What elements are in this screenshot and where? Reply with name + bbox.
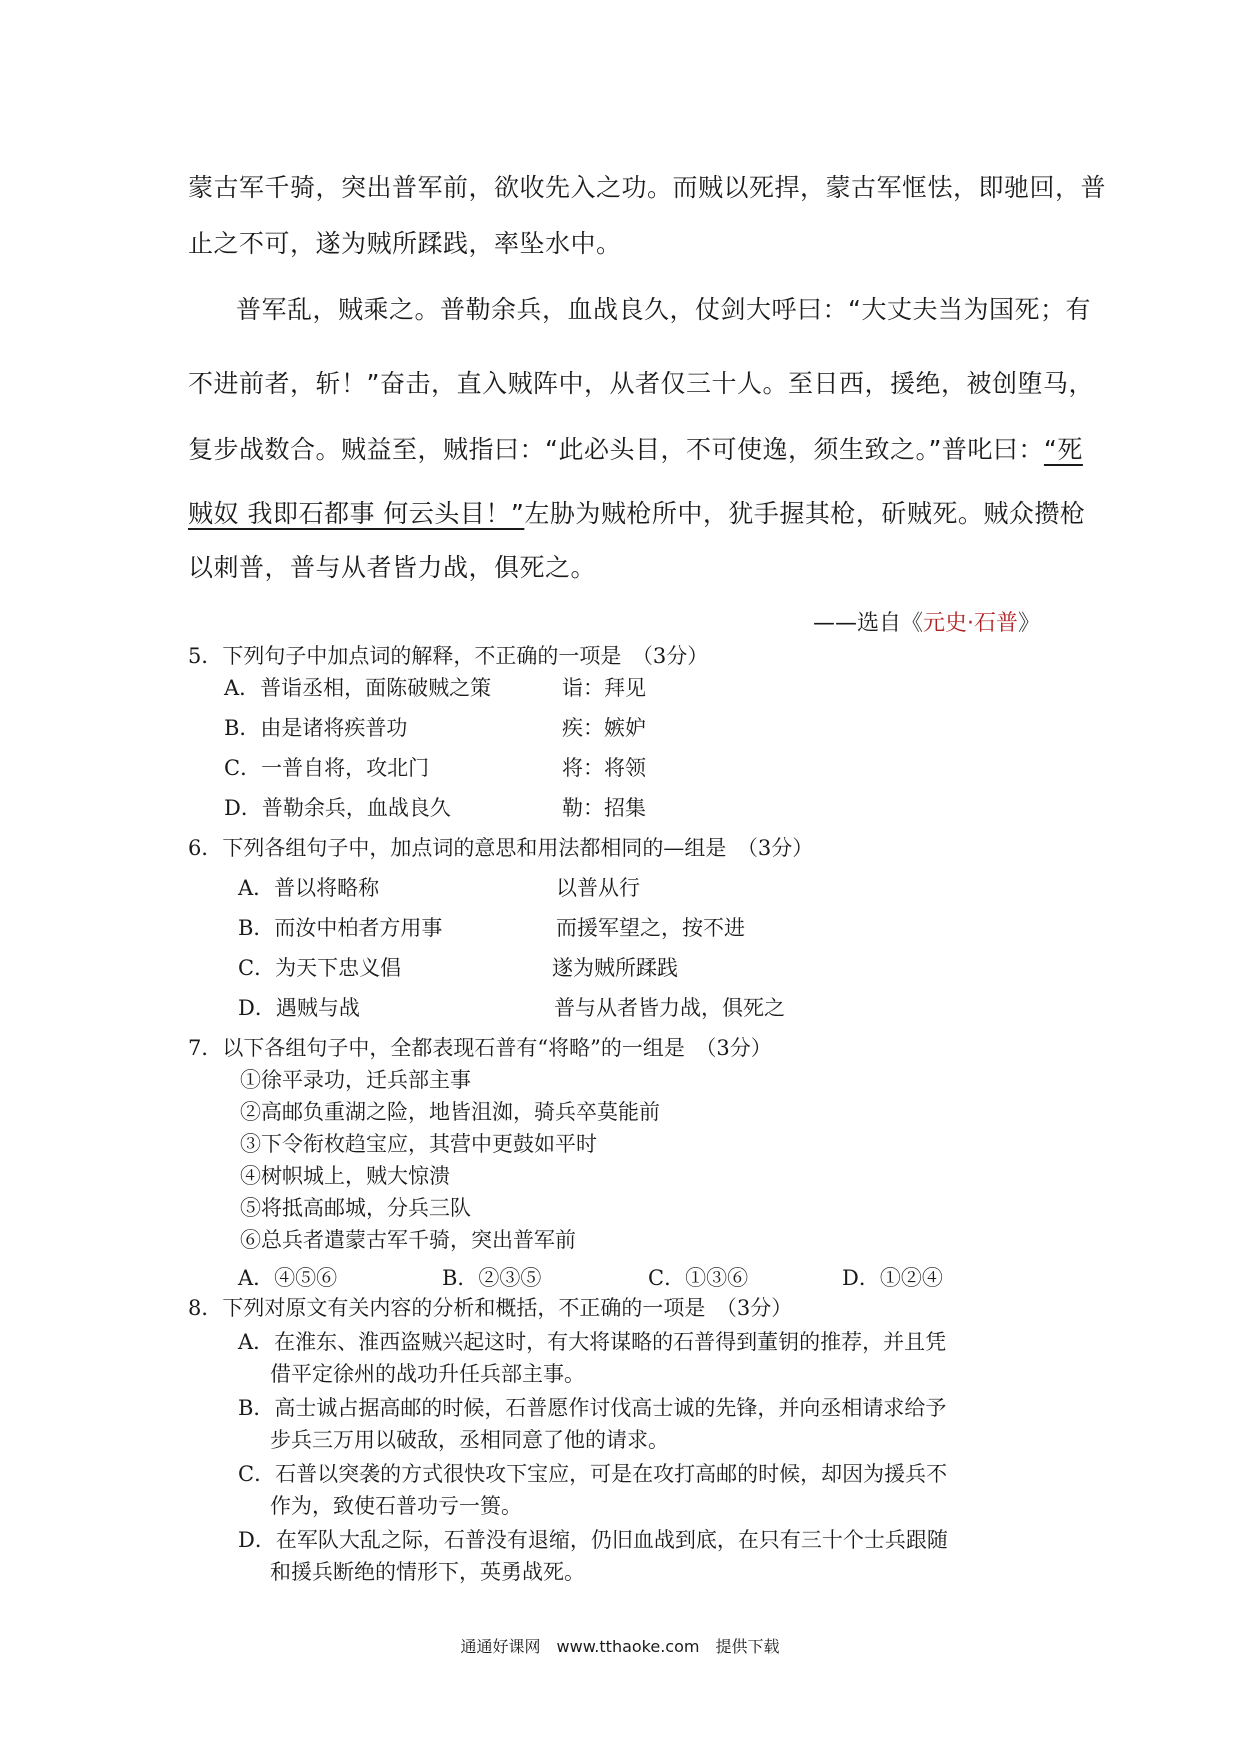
q7-answer-b: B．②③⑤ (442, 1266, 542, 1290)
q5-option-c: C．一普自将，攻北门 (224, 756, 430, 780)
q7-item-2: ②高邮负重湖之险，地皆沮洳，骑兵卒莫能前 (240, 1100, 660, 1124)
question-5-stem: 5．下列句子中加点词的解释，不正确的一项是 （3分） (188, 644, 709, 668)
q8-option-d-line-1: D．在军队大乱之际，石普没有退缩，仍旧血战到底，在只有三十个士兵跟随 (238, 1528, 948, 1552)
q6-option-b-pair: 而援军望之，按不进 (556, 916, 745, 940)
q7-item-5: ⑤将抵高邮城，分兵三队 (240, 1196, 471, 1220)
passage-line-7: 以刺普，普与从者皆力战，俱死之。 (188, 553, 597, 582)
passage-line-4: 不进前者，斩！”奋击，直入贼阵中，从者仅三十人。至日西，援绝，被创堕马， (188, 369, 1094, 398)
q5-option-b: B．由是诸将疾普功 (224, 716, 408, 740)
question-6-stem: 6．下列各组句子中，加点词的意思和用法都相同的—组是 （3分） (188, 836, 814, 860)
q8-option-b-line-2: 步兵三万用以破敌，丞相同意了他的请求。 (270, 1428, 669, 1452)
q8-option-d-line-2: 和援兵断绝的情形下，英勇战死。 (270, 1560, 585, 1584)
q6-option-c: C．为天下忠义倡 (238, 956, 402, 980)
passage-line-6-end: 贼众攒枪 (983, 499, 1086, 528)
q7-item-1: ①徐平录功，迁兵部主事 (240, 1068, 471, 1092)
passage-line-6-rest: 左胁为贼枪所中，犹手握其枪，斫贼死。 (524, 499, 984, 528)
q7-answer-a: A．④⑤⑥ (238, 1266, 338, 1290)
question-8-stem: 8．下列对原文有关内容的分析和概括，不正确的一项是 （3分） (188, 1296, 793, 1320)
passage-line-6 (188, 494, 1085, 530)
q5-option-d-gloss: 勒：招集 (562, 796, 646, 820)
q6-option-d-pair: 普与从者皆力战，俱死之 (554, 996, 785, 1020)
q7-answer-c: C．①③⑥ (648, 1266, 749, 1290)
q8-option-c-line-2: 作为，致使石普功亏一篑。 (270, 1494, 522, 1518)
q6-option-b: B．而汝中柏者方用事 (238, 916, 443, 940)
q6-option-a-pair: 以普从行 (556, 876, 640, 900)
q8-option-a-line-1: A．在淮东、淮西盗贼兴起这时，有大将谋略的石普得到董钥的推荐，并且凭 (238, 1330, 947, 1354)
passage-line-2: 止之不可，遂为贼所蹂践，率坠水中。 (188, 229, 622, 258)
q5-option-a: A．普诣丞相，面陈破贼之策 (224, 676, 492, 700)
q7-item-4: ④树帜城上，贼大惊溃 (240, 1164, 450, 1188)
source-prefix: ——选自《 (812, 611, 923, 636)
q7-answer-d: D．①②④ (842, 1266, 943, 1290)
q8-option-b-line-1: B．高士诚占据高邮的时候，石普愿作讨伐高士诚的先锋，并向丞相请求给予 (238, 1396, 947, 1420)
q8-option-c-line-1: C．石普以突袭的方式很快攻下宝应，可是在攻打高邮的时候，却因为援兵不 (238, 1462, 948, 1486)
passage-source (813, 606, 1040, 637)
source-suffix: 》 (1017, 611, 1040, 636)
passage-line-5-text: 复步战数合。贼益至，贼指曰：“此必头目，不可使逸，须生致之。”普叱曰： (188, 435, 1044, 464)
passage-line-5 (188, 430, 1083, 466)
passage-underlined-quote: 贼奴 我即石都事 何云头目！” (188, 499, 525, 528)
page-footer: 通通好课网 www.tthaoke.com 提供下载 (460, 1637, 780, 1656)
q6-option-c-pair: 遂为贼所蹂践 (552, 956, 678, 980)
q5-option-c-gloss: 将：将领 (562, 756, 646, 780)
passage-line-1: 蒙古军千骑，突出普军前，欲收先入之功。而贼以死捍，蒙古军恇怯，即驰回，普 (188, 173, 1107, 202)
q8-option-a-line-2: 借平定徐州的战功升任兵部主事。 (270, 1362, 585, 1386)
q7-item-6: ⑥总兵者遣蒙古军千骑，突出普军前 (240, 1228, 576, 1252)
passage-underlined-quote-start: “死 (1043, 435, 1083, 464)
question-7-stem: 7．以下各组句子中，全都表现石普有“将略”的一组是 （3分） (188, 1036, 772, 1060)
passage-line-3: 普军乱，贼乘之。普勒余兵，血战良久，仗剑大呼曰：“大丈夫当为国死；有 (236, 295, 1091, 324)
q5-option-d: D．普勒余兵，血战良久 (224, 796, 451, 820)
q6-option-d: D．遇贼与战 (238, 996, 360, 1020)
q7-item-3: ③下令衔枚趋宝应，其营中更鼓如平时 (240, 1132, 597, 1156)
source-title: 元史·石普 (922, 611, 1018, 636)
q5-option-a-gloss: 诣：拜见 (562, 676, 646, 700)
q5-option-b-gloss: 疾：嫉妒 (562, 716, 646, 740)
q6-option-a: A．普以将略称 (238, 876, 380, 900)
